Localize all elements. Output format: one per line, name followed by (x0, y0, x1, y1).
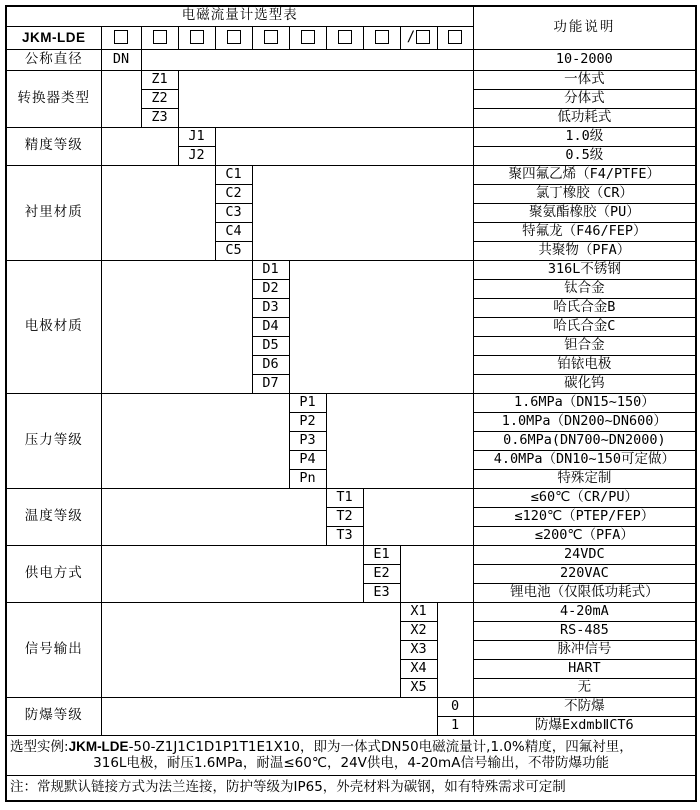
category-power-supply: 供电方式 (6, 545, 101, 602)
desc-c3: 聚氨酯橡胶（PU） (473, 203, 696, 222)
checkbox-icon[interactable] (264, 30, 278, 44)
table-title: 电磁流量计选型表 (6, 6, 473, 26)
category-explosion-proof: 防爆等级 (6, 697, 101, 735)
code-z1: Z1 (141, 70, 178, 89)
code-t2: T2 (326, 507, 363, 526)
model-checkbox-cell-8[interactable] (363, 26, 400, 49)
desc-z2: 分体式 (473, 89, 696, 108)
code-exproof-0: 0 (437, 697, 473, 716)
remark-text: 注：常规默认链接方式为法兰连接，防护等级为IP65，外壳材料为碳钢，如有特殊需求可定制 (10, 778, 566, 795)
spacer-cell (101, 127, 178, 165)
desc-j1: 1.0级 (473, 127, 696, 146)
code-d5: D5 (252, 336, 289, 355)
model-prefix: JKM-LDE (6, 26, 101, 49)
selection-example-line2: 316L电极，耐压1.6MPa，耐温≤60℃，24V供电，4-20mA信号输出，不带防爆功能 (93, 754, 609, 771)
code-x5: X5 (400, 678, 437, 697)
category-pressure-rating: 压力等级 (6, 393, 101, 488)
desc-e2: 220VAC (473, 564, 696, 583)
code-exproof-1: 1 (437, 716, 473, 735)
model-checkbox-cell-4[interactable] (215, 26, 252, 49)
desc-x1: 4-20mA (473, 602, 696, 621)
desc-c1: 聚四氟乙烯（F4/PTFE） (473, 165, 696, 184)
checkbox-icon[interactable] (301, 30, 315, 44)
code-x2: X2 (400, 621, 437, 640)
spacer-cell (101, 165, 215, 260)
model-checkbox-cell-6[interactable] (289, 26, 326, 49)
code-x4: X4 (400, 659, 437, 678)
spacer-cell (101, 260, 252, 393)
desc-p1: 1.6MPa（DN15~150） (473, 393, 696, 412)
example-model-code: JKM-LDE (68, 738, 129, 754)
spacer-cell (400, 545, 473, 602)
desc-x5: 无 (473, 678, 696, 697)
desc-p2: 1.0MPa（DN200~DN600） (473, 412, 696, 431)
desc-c4: 特氟龙（F46/FEP） (473, 222, 696, 241)
desc-p4: 4.0MPa（DN10~150可定做） (473, 450, 696, 469)
desc-d2: 钛合金 (473, 279, 696, 298)
checkbox-icon[interactable] (227, 30, 241, 44)
desc-j2: 0.5级 (473, 146, 696, 165)
remark-note (6, 775, 696, 801)
category-lining-material: 衬里材质 (6, 165, 101, 260)
desc-z3: 低功耗式 (473, 108, 696, 127)
checkbox-icon[interactable] (114, 30, 128, 44)
code-p3: P3 (289, 431, 326, 450)
desc-d7: 碳化钨 (473, 374, 696, 393)
desc-t1: ≤60℃（CR/PU） (473, 488, 696, 507)
model-checkbox-cell-5[interactable] (252, 26, 289, 49)
model-checkbox-cell-7[interactable] (326, 26, 363, 49)
code-d2: D2 (252, 279, 289, 298)
code-p1: P1 (289, 393, 326, 412)
spacer-cell (101, 545, 363, 602)
checkbox-icon[interactable] (190, 30, 204, 44)
code-e3: E3 (363, 583, 400, 602)
spacer-cell (101, 70, 141, 127)
code-d6: D6 (252, 355, 289, 374)
spacer-cell (326, 393, 473, 488)
checkbox-icon[interactable] (338, 30, 352, 44)
code-c5: C5 (215, 241, 252, 260)
code-d7: D7 (252, 374, 289, 393)
desc-x2: RS-485 (473, 621, 696, 640)
desc-t3: ≤200℃（PFA） (473, 526, 696, 545)
spacer-cell (141, 49, 473, 70)
example-rest: -50-Z1J1C1D1P1T1E1X10，即为一体式DN50电磁流量计,1.0%精度，四氟衬里， (128, 738, 633, 755)
category-signal-output: 信号输出 (6, 602, 101, 697)
code-z2: Z2 (141, 89, 178, 108)
code-d1: D1 (252, 260, 289, 279)
spacer-cell (101, 393, 289, 488)
category-nominal-diameter: 公称直径 (6, 49, 101, 70)
checkbox-icon[interactable] (448, 30, 462, 44)
code-x1: X1 (400, 602, 437, 621)
code-j1: J1 (178, 127, 215, 146)
code-e2: E2 (363, 564, 400, 583)
desc-x4: HART (473, 659, 696, 678)
code-x3: X3 (400, 640, 437, 659)
category-electrode-material: 电极材质 (6, 260, 101, 393)
code-t3: T3 (326, 526, 363, 545)
spacer-cell (178, 70, 473, 127)
selection-table (5, 5, 697, 802)
category-temperature-rating: 温度等级 (6, 488, 101, 545)
code-dn: DN (101, 49, 141, 70)
code-c2: C2 (215, 184, 252, 203)
selection-example-line1 (7, 737, 695, 756)
desc-pn: 特殊定制 (473, 469, 696, 488)
desc-c2: 氯丁橡胶（CR） (473, 184, 696, 203)
desc-e1: 24VDC (473, 545, 696, 564)
desc-d6: 铂铱电极 (473, 355, 696, 374)
code-c1: C1 (215, 165, 252, 184)
spacer-cell (101, 602, 400, 697)
spacer-cell (437, 602, 473, 697)
checkbox-icon[interactable] (375, 30, 389, 44)
code-d3: D3 (252, 298, 289, 317)
slash-separator: / (406, 29, 416, 46)
desc-d4: 哈氏合金C (473, 317, 696, 336)
selection-example-note (6, 735, 696, 775)
spacer-cell (289, 260, 473, 393)
code-t1: T1 (326, 488, 363, 507)
spacer-cell (215, 127, 473, 165)
spacer-cell (252, 165, 473, 260)
code-c4: C4 (215, 222, 252, 241)
code-p4: P4 (289, 450, 326, 469)
example-prefix: 选型实例: (10, 738, 69, 755)
desc-z1: 一体式 (473, 70, 696, 89)
desc-c5: 共聚物（PFA） (473, 241, 696, 260)
desc-e3: 锂电池（仅限低功耗式） (473, 583, 696, 602)
desc-dn: 10-2000 (473, 49, 696, 70)
code-z3: Z3 (141, 108, 178, 127)
code-d4: D4 (252, 317, 289, 336)
model-checkbox-cell-9[interactable] (400, 26, 437, 49)
code-c3: C3 (215, 203, 252, 222)
spacer-cell (363, 488, 473, 545)
code-p2: P2 (289, 412, 326, 431)
desc-x3: 脉冲信号 (473, 640, 696, 659)
code-pn: Pn (289, 469, 326, 488)
checkbox-icon[interactable] (416, 30, 430, 44)
desc-exproof-1: 防爆ExdmbⅡCT6 (473, 716, 696, 735)
code-e1: E1 (363, 545, 400, 564)
desc-exproof-0: 不防爆 (473, 697, 696, 716)
category-accuracy-class: 精度等级 (6, 127, 101, 165)
desc-p3: 0.6MPa(DN700~DN2000) (473, 431, 696, 450)
model-checkbox-cell-10[interactable] (437, 26, 473, 49)
model-checkbox-cell-3[interactable] (178, 26, 215, 49)
function-description-header: 功能说明 (473, 6, 696, 49)
model-checkbox-cell-2[interactable] (141, 26, 178, 49)
desc-d5: 钽合金 (473, 336, 696, 355)
code-j2: J2 (178, 146, 215, 165)
desc-d1: 316L不锈钢 (473, 260, 696, 279)
checkbox-icon[interactable] (153, 30, 167, 44)
category-converter-type: 转换器类型 (6, 70, 101, 127)
desc-d3: 哈氏合金B (473, 298, 696, 317)
spacer-cell (101, 488, 326, 545)
desc-t2: ≤120℃（PTEP/FEP） (473, 507, 696, 526)
model-checkbox-cell-1[interactable] (101, 26, 141, 49)
spacer-cell (101, 697, 437, 735)
